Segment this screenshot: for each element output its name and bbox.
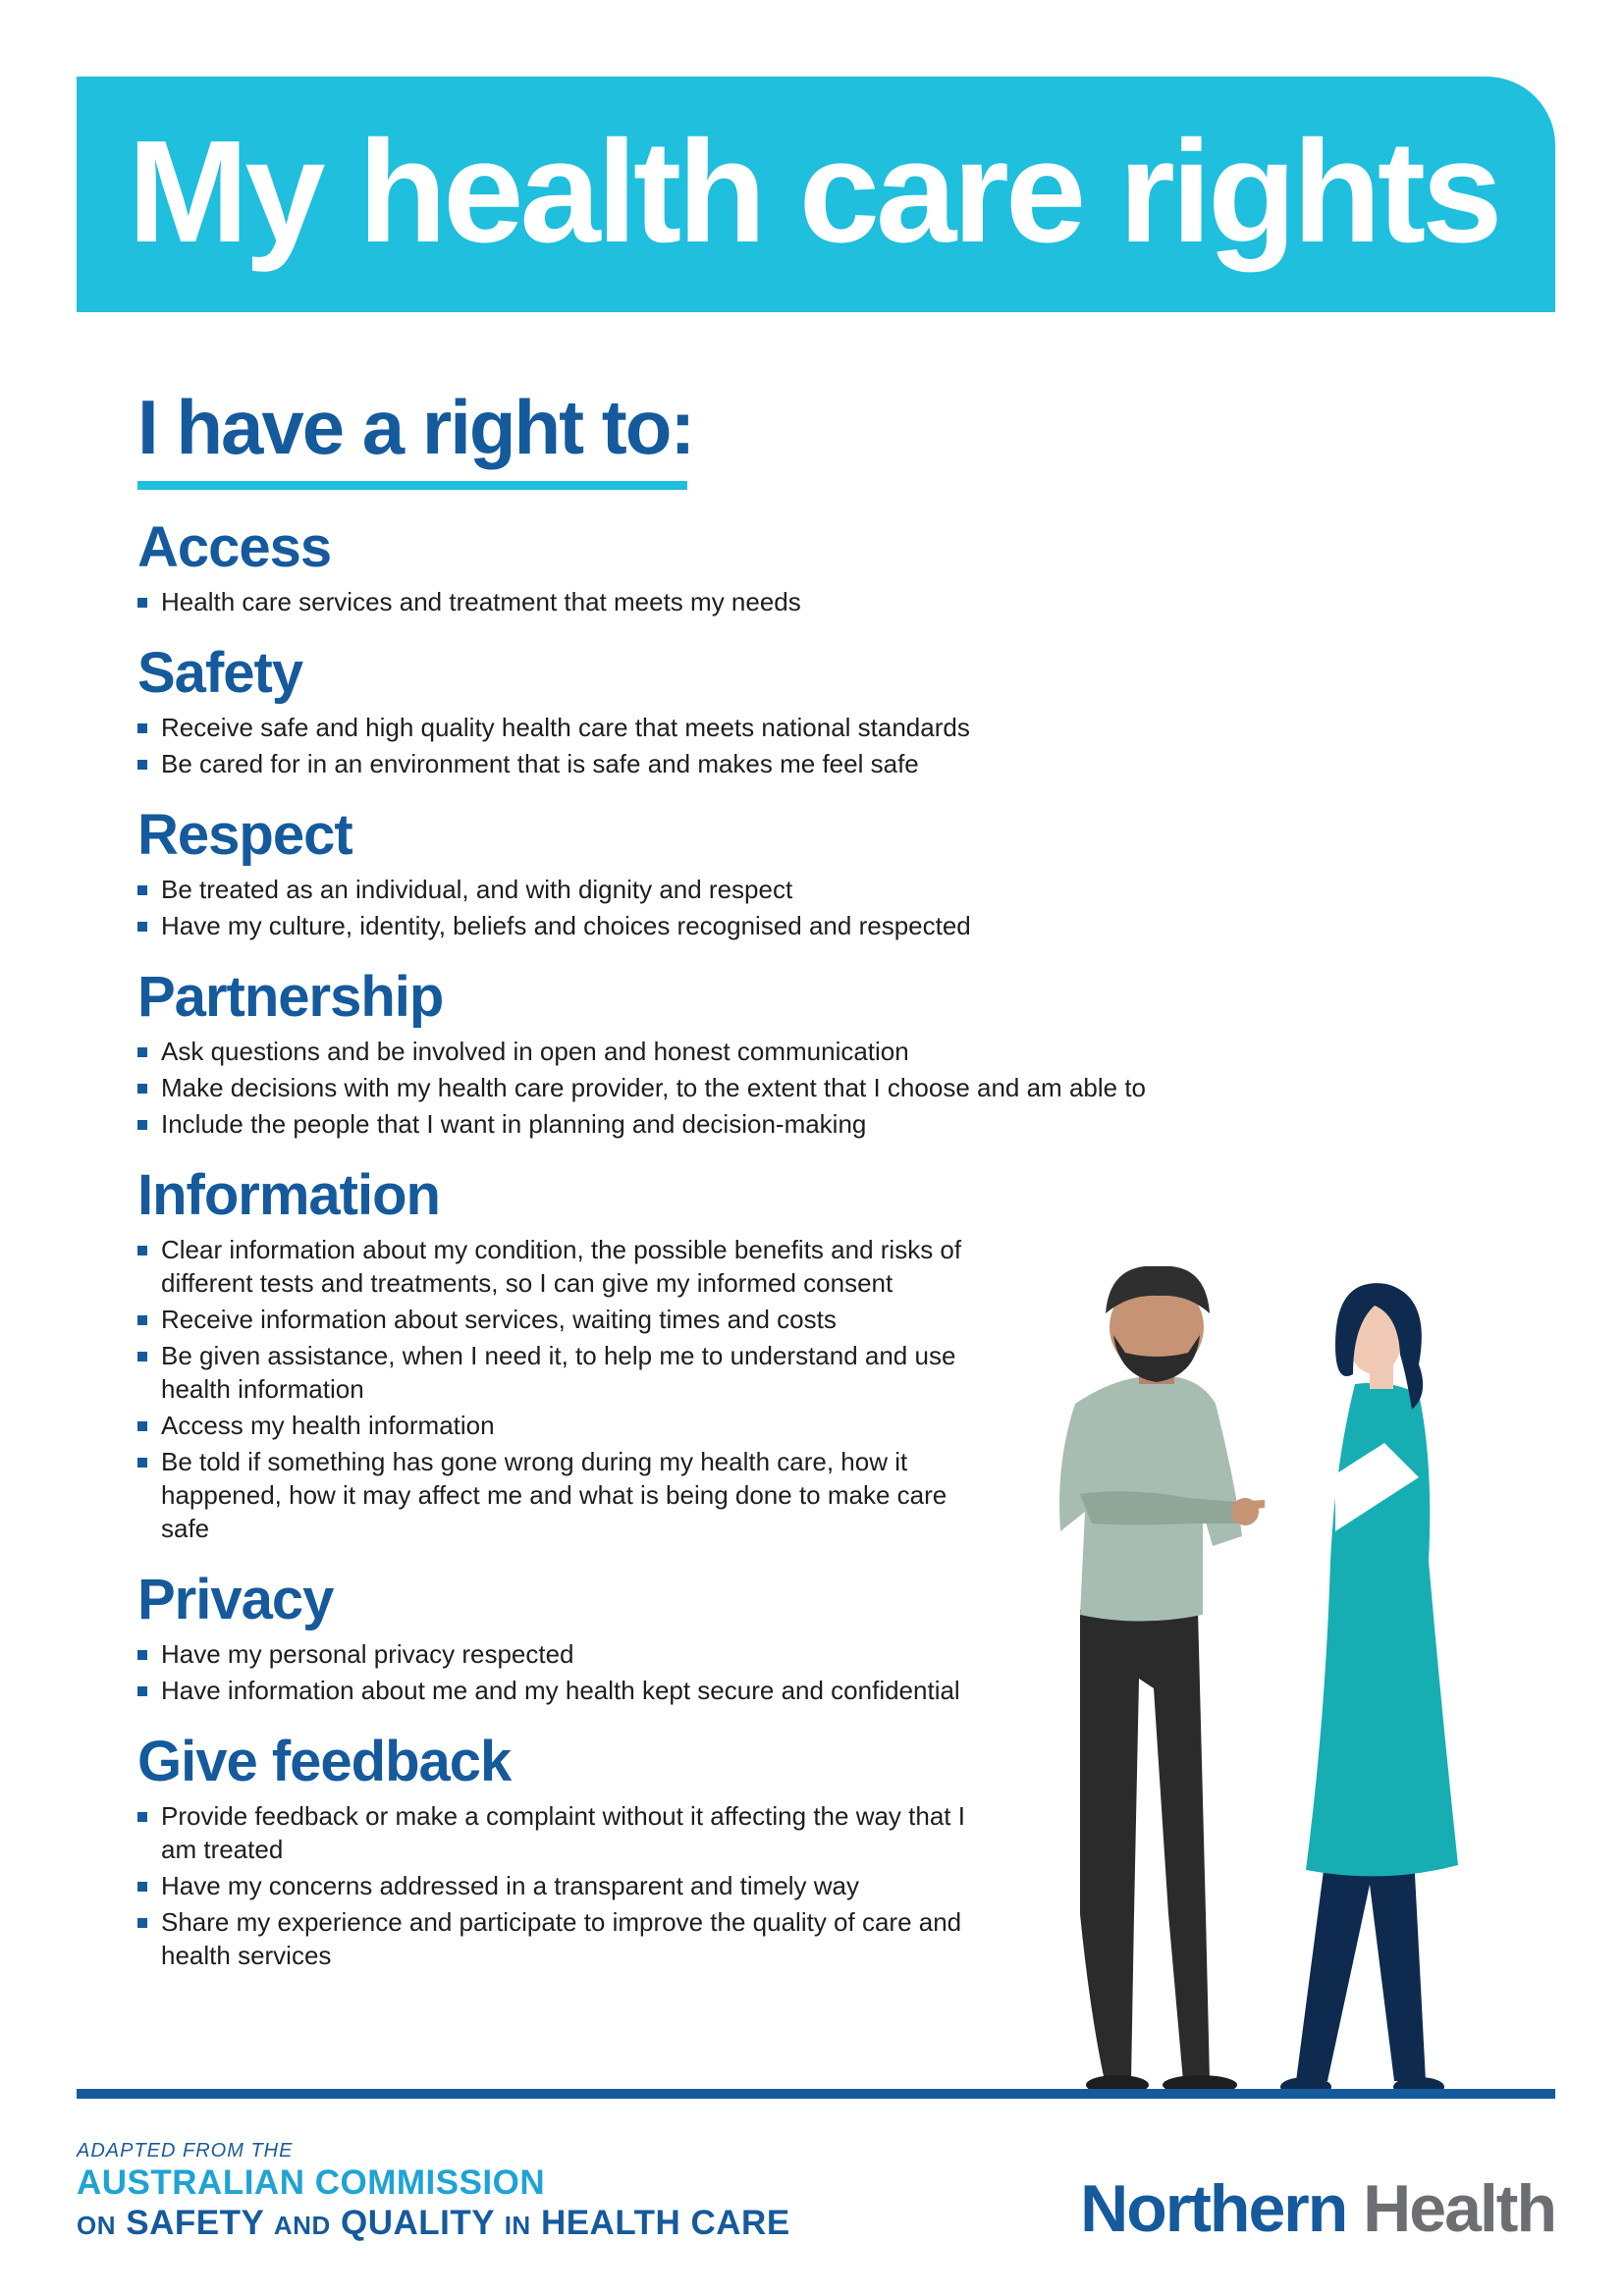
- bullet-icon: [137, 1352, 147, 1362]
- bullet-icon: [137, 723, 147, 733]
- list-item: Receive information about services, waiting times and costs: [137, 1303, 992, 1336]
- bullet-icon: [137, 1882, 147, 1892]
- bullet-icon: [137, 1686, 147, 1696]
- bullet-icon: [137, 1120, 147, 1130]
- list-item: Be told if something has gone wrong during my health care, how it happened, how it may affect me and what is being done to make care safe: [137, 1445, 992, 1545]
- list-item: Share my experience and participate to improve the quality of care and health services: [137, 1905, 992, 1972]
- list-item: Access my health information: [137, 1409, 992, 1442]
- bullet-icon: [137, 1315, 147, 1325]
- footer-divider: [77, 2089, 1555, 2099]
- page-title: My health care rights: [128, 111, 1499, 273]
- commission-name-line2: ON SAFETY AND QUALITY IN HEALTH CARE: [77, 2204, 790, 2242]
- list-item: Be cared for in an environment that is safe and makes me feel safe: [137, 747, 1198, 780]
- list-item: Include the people that I want in planning and decision-making: [137, 1107, 1198, 1141]
- section-heading: Safety: [137, 641, 303, 705]
- list-item: Receive safe and high quality health care that meets national standards: [137, 711, 1198, 744]
- bullet-icon: [137, 1421, 147, 1431]
- list-item: Make decisions with my health care provider, to the extent that I choose and am able to: [137, 1071, 1198, 1104]
- title-banner: [77, 77, 1555, 312]
- bullet-icon: [137, 1812, 147, 1822]
- subtitle-underline: [137, 481, 687, 490]
- list-item: Ask questions and be involved in open and honest communication: [137, 1035, 1198, 1068]
- section-heading: Information: [137, 1163, 440, 1227]
- section-respect: [137, 800, 1198, 942]
- bullet-icon: [137, 1084, 147, 1094]
- list-item: Clear information about my condition, the possible benefits and risks of different tests and treatments, so I can give my informed consent: [137, 1233, 992, 1300]
- adapted-text: ADAPTED FROM THE: [77, 2140, 294, 2162]
- section-partnership: [137, 962, 1198, 1141]
- section-heading: Access: [137, 515, 332, 579]
- woman-figure: [1280, 1283, 1458, 2097]
- list-item: Provide feedback or make a complaint without it affecting the way that I am treated: [137, 1799, 992, 1866]
- bullet-icon: [137, 760, 147, 770]
- people-illustration: [1041, 1266, 1551, 2101]
- man-figure: [1059, 1266, 1265, 2095]
- list-item: Have my personal privacy respected: [137, 1637, 1198, 1671]
- section-safety: [137, 638, 1198, 780]
- subtitle: I have a right to:: [137, 384, 694, 470]
- bullet-icon: [137, 598, 147, 608]
- bullet-icon: [137, 885, 147, 895]
- list-item: Have information about me and my health kept secure and confidential: [137, 1674, 1198, 1707]
- section-privacy: [137, 1565, 1198, 1707]
- section-heading: Partnership: [137, 965, 444, 1029]
- list-item: Have my concerns addressed in a transparent and timely way: [137, 1869, 992, 1902]
- section-access: [137, 512, 1198, 618]
- section-heading: Respect: [137, 803, 352, 867]
- bullet-icon: [137, 1246, 147, 1255]
- commission-name-line1: AUSTRALIAN COMMISSION: [77, 2163, 546, 2202]
- list-item: Be given assistance, when I need it, to help me to understand and use health information: [137, 1339, 992, 1406]
- section-give-feedback: [137, 1727, 1198, 1972]
- rights-list: [137, 503, 1198, 1992]
- bullet-icon: [137, 922, 147, 932]
- bullet-icon: [137, 1047, 147, 1057]
- section-information: [137, 1160, 1198, 1545]
- acsqhc-logo: [77, 2138, 790, 2246]
- bullet-icon: [137, 1918, 147, 1928]
- list-item: Health care services and treatment that meets my needs: [137, 585, 1198, 618]
- bullet-icon: [137, 1458, 147, 1468]
- section-heading: Privacy: [137, 1568, 334, 1631]
- bullet-icon: [137, 1650, 147, 1660]
- northern-health-logo: Northern Health: [1080, 2171, 1555, 2246]
- list-item: Have my culture, identity, beliefs and choices recognised and respected: [137, 909, 1198, 942]
- section-heading: Give feedback: [137, 1730, 512, 1793]
- list-item: Be treated as an individual, and with dignity and respect: [137, 873, 1198, 906]
